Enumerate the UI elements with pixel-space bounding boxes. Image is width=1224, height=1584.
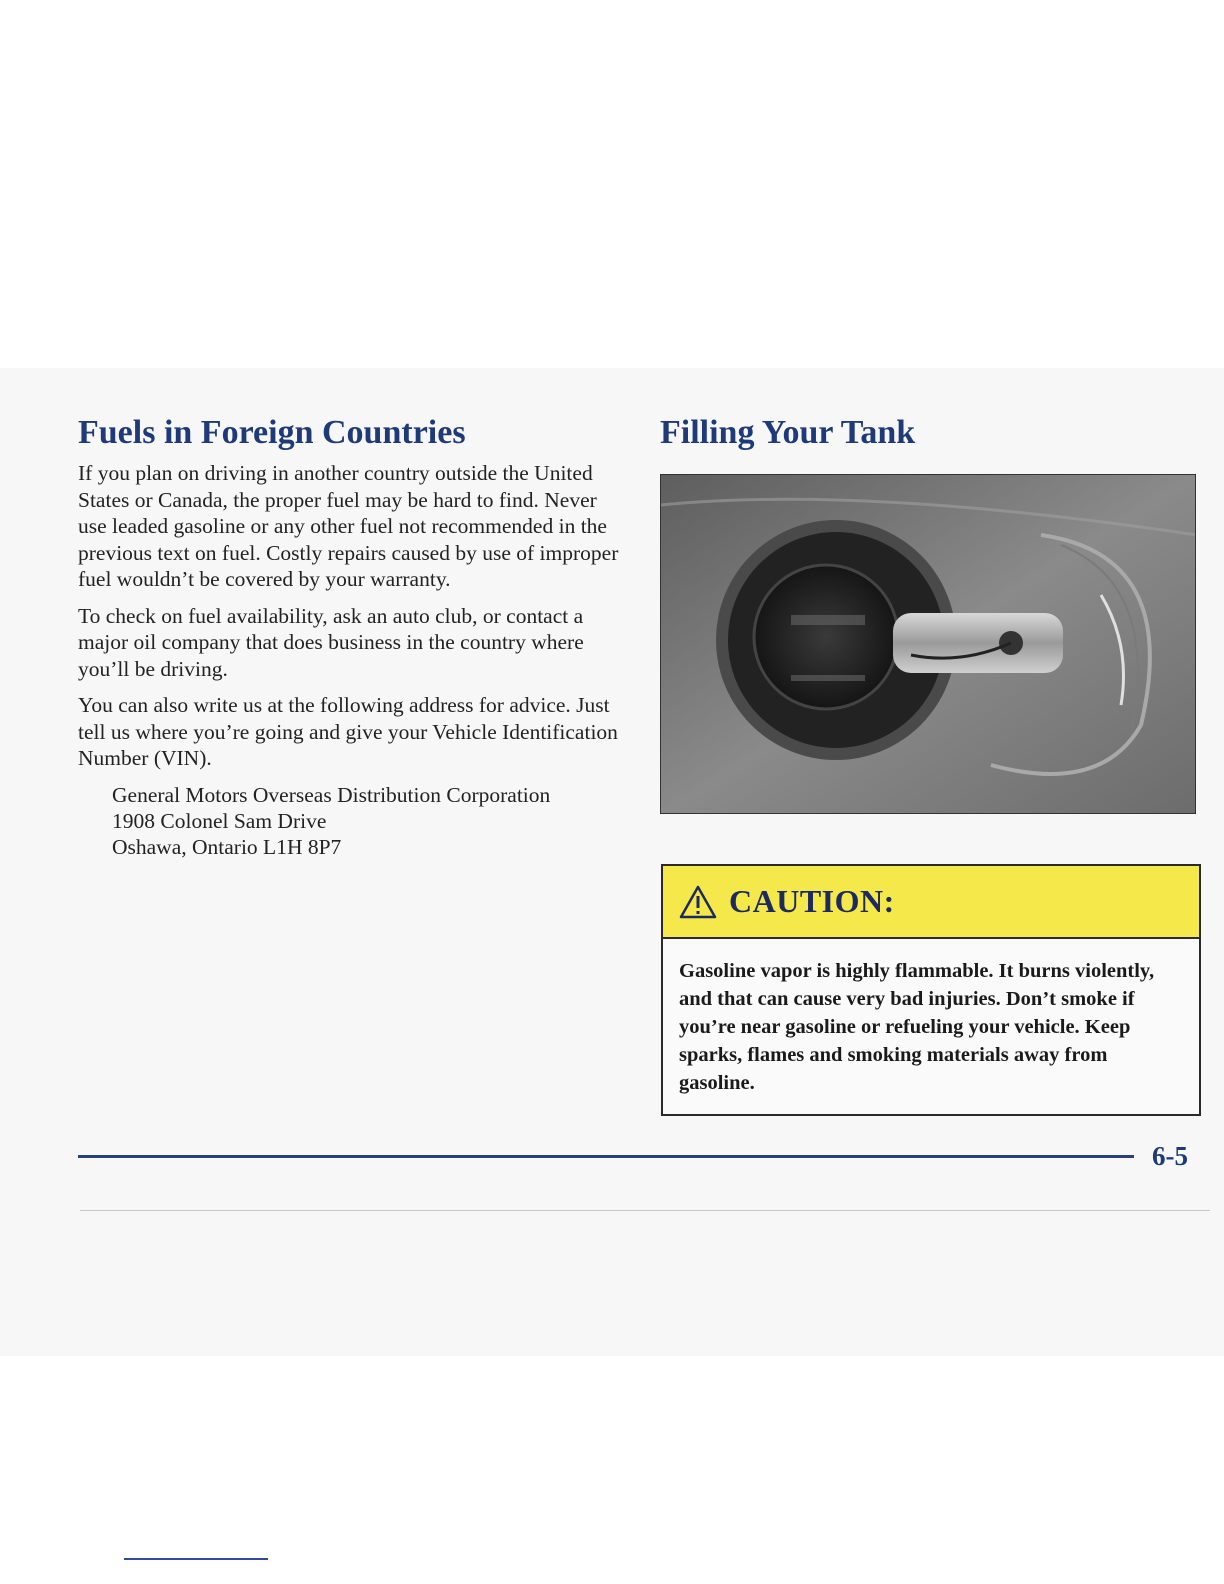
warning-triangle-icon	[679, 885, 717, 919]
caution-box	[661, 864, 1201, 1116]
fuel-door-illustration	[661, 475, 1196, 814]
fuel-cap-photo	[660, 474, 1196, 814]
footer-rule	[78, 1155, 1134, 1158]
caution-title: CAUTION:	[729, 883, 895, 919]
small-rule	[124, 1558, 268, 1560]
filling-your-tank-heading: Filling Your Tank	[660, 414, 916, 451]
address-line: General Motors Overseas Distribution Corporation	[112, 782, 551, 807]
bottom-rule	[80, 1210, 1210, 1211]
left-column	[78, 460, 626, 860]
page-number: 6-5	[1152, 1141, 1188, 1171]
paragraph-write-us: You can also write us at the following address for advice. Just tell us where you’re going and give your Vehicle Identification Number (VIN).	[78, 693, 618, 770]
address-line: Oshawa, Ontario L1H 8P7	[112, 834, 342, 859]
fuels-in-foreign-countries-heading: Fuels in Foreign Countries	[78, 414, 466, 451]
paragraph-fuel-availability: To check on fuel availability, ask an auto club, or contact a major oil company that does business in the country where you’ll be driving.	[78, 603, 584, 681]
address-line: 1908 Colonel Sam Drive	[112, 808, 327, 833]
caution-header	[663, 866, 1199, 939]
mailing-address	[112, 782, 626, 860]
paragraph-foreign-fuel: If you plan on driving in another country outside the United States or Canada, the proper fuel may be hard to find. Never use leaded gasoline or any other fuel not recommended in the previous text on fuel. Costly repairs caused by use of improper fuel wouldn’t be covered by your warranty.	[78, 461, 619, 591]
caution-text: Gasoline vapor is highly flammable. It burns violently, and that can cause very bad injuries. Don’t smoke if you’re near gasoline or refueling your vehicle. Keep sparks, flames and smoking materials away from gasoline.	[679, 960, 1155, 1094]
